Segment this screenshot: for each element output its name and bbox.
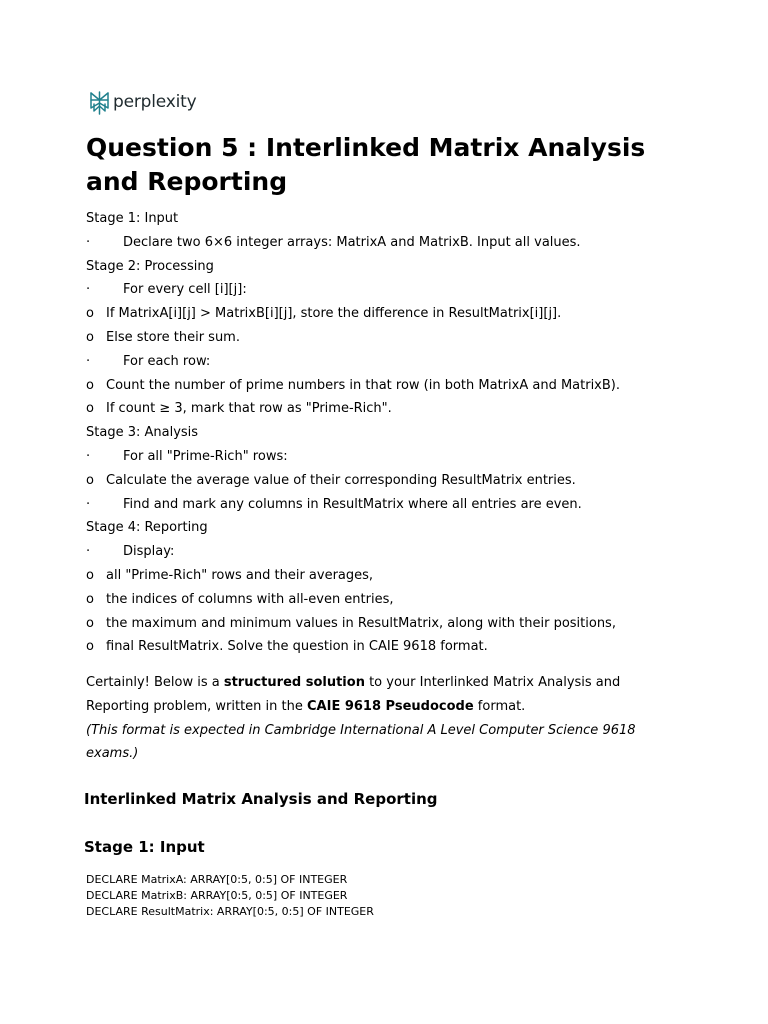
section-heading: Interlinked Matrix Analysis and Reporting [84, 790, 438, 808]
question-line [86, 635, 726, 659]
question-line [86, 612, 726, 636]
question-line [86, 564, 726, 588]
question-line [86, 397, 726, 421]
question-line [86, 516, 726, 540]
code-line: DECLARE MatrixB: ARRAY[0:5, 0:5] OF INTEGER [86, 889, 348, 902]
question-line [86, 493, 726, 517]
code-line: DECLARE ResultMatrix: ARRAY[0:5, 0:5] OF INTEGER [86, 905, 374, 918]
sub-bullet-marker: o [86, 401, 94, 417]
question-line-text: Else store their sum. [106, 329, 240, 345]
sub-bullet-marker: o [86, 591, 94, 607]
bullet-marker: · [86, 282, 91, 298]
bullet-marker: · [86, 544, 91, 560]
question-line-text: If count ≥ 3, mark that row as "Prime-Rich". [106, 401, 392, 417]
question-line [86, 302, 726, 326]
question-line-text: Stage 4: Reporting [86, 520, 208, 536]
intro-text-3: format. [473, 698, 526, 714]
sub-bullet-marker: o [86, 306, 94, 322]
intro-bold-2: CAIE 9618 Pseudocode [307, 698, 474, 714]
question-line [86, 207, 726, 231]
question-list [86, 207, 726, 659]
bullet-marker: · [86, 353, 91, 369]
code-block [86, 872, 374, 920]
question-line-text: For each row: [123, 353, 211, 369]
perplexity-logo-icon [89, 91, 110, 115]
answer-intro [86, 671, 686, 766]
question-line [86, 540, 726, 564]
question-line [86, 588, 726, 612]
intro-paragraph [86, 671, 686, 719]
sub-bullet-marker: o [86, 615, 94, 631]
intro-note: (This format is expected in Cambridge International A Level Computer Science 9618 exams.) [86, 722, 636, 762]
intro-bold-1: structured solution [223, 675, 365, 690]
sub-bullet-marker: o [86, 567, 94, 583]
stage1-heading: Stage 1: Input [84, 838, 205, 856]
question-line [86, 278, 726, 302]
question-line-text: the indices of columns with all-even entries, [106, 591, 394, 607]
question-line-text: Declare two 6×6 integer arrays: MatrixA and MatrixB. Input all values. [123, 234, 581, 250]
bullet-marker: · [86, 234, 91, 250]
question-line-text: Stage 3: Analysis [86, 425, 199, 441]
question-line-text: Find and mark any columns in ResultMatrix where all entries are even. [123, 496, 582, 512]
question-line-text: For every cell [i][j]: [123, 282, 247, 298]
brand-name: perplexity [113, 92, 197, 112]
question-line-text: For all "Prime-Rich" rows: [123, 448, 288, 464]
code-line: DECLARE MatrixA: ARRAY[0:5, 0:5] OF INTEGER [86, 873, 348, 886]
question-line-text: Stage 2: Processing [86, 258, 214, 274]
question-line [86, 374, 726, 398]
bullet-marker: · [86, 448, 91, 464]
question-line [86, 350, 726, 374]
question-line [86, 421, 726, 445]
perplexity-logo [89, 90, 196, 116]
question-line-text: the maximum and minimum values in ResultMatrix, along with their positions, [106, 615, 616, 631]
question-line-text: all "Prime-Rich" rows and their averages, [106, 567, 374, 583]
question-line [86, 231, 726, 255]
page-title: Question 5 : Interlinked Matrix Analysis and Reporting [86, 133, 646, 196]
question-line-text: Calculate the average value of their corresponding ResultMatrix entries. [106, 472, 576, 488]
question-line [86, 445, 726, 469]
sub-bullet-marker: o [86, 472, 94, 488]
question-line [86, 255, 726, 279]
question-line-text: final ResultMatrix. Solve the question in CAIE 9618 format. [106, 639, 488, 655]
sub-bullet-marker: o [86, 377, 94, 393]
question-line-text: If MatrixA[i][j] > MatrixB[i][j], store the difference in ResultMatrix[i][j]. [106, 306, 562, 322]
question-line [86, 326, 726, 350]
sub-bullet-marker: o [86, 329, 94, 345]
intro-text-1: Certainly! Below is a [86, 675, 224, 690]
question-line-text: Count the number of prime numbers in that row (in both MatrixA and MatrixB). [106, 377, 621, 393]
question-line-text: Stage 1: Input [86, 211, 179, 226]
intro-text-2: to your Interlinked Matrix Analysis and Reporting problem, written in the [86, 675, 621, 714]
question-line-text: Display: [123, 544, 175, 560]
sub-bullet-marker: o [86, 639, 94, 655]
question-line [86, 469, 726, 493]
bullet-marker: · [86, 496, 91, 512]
